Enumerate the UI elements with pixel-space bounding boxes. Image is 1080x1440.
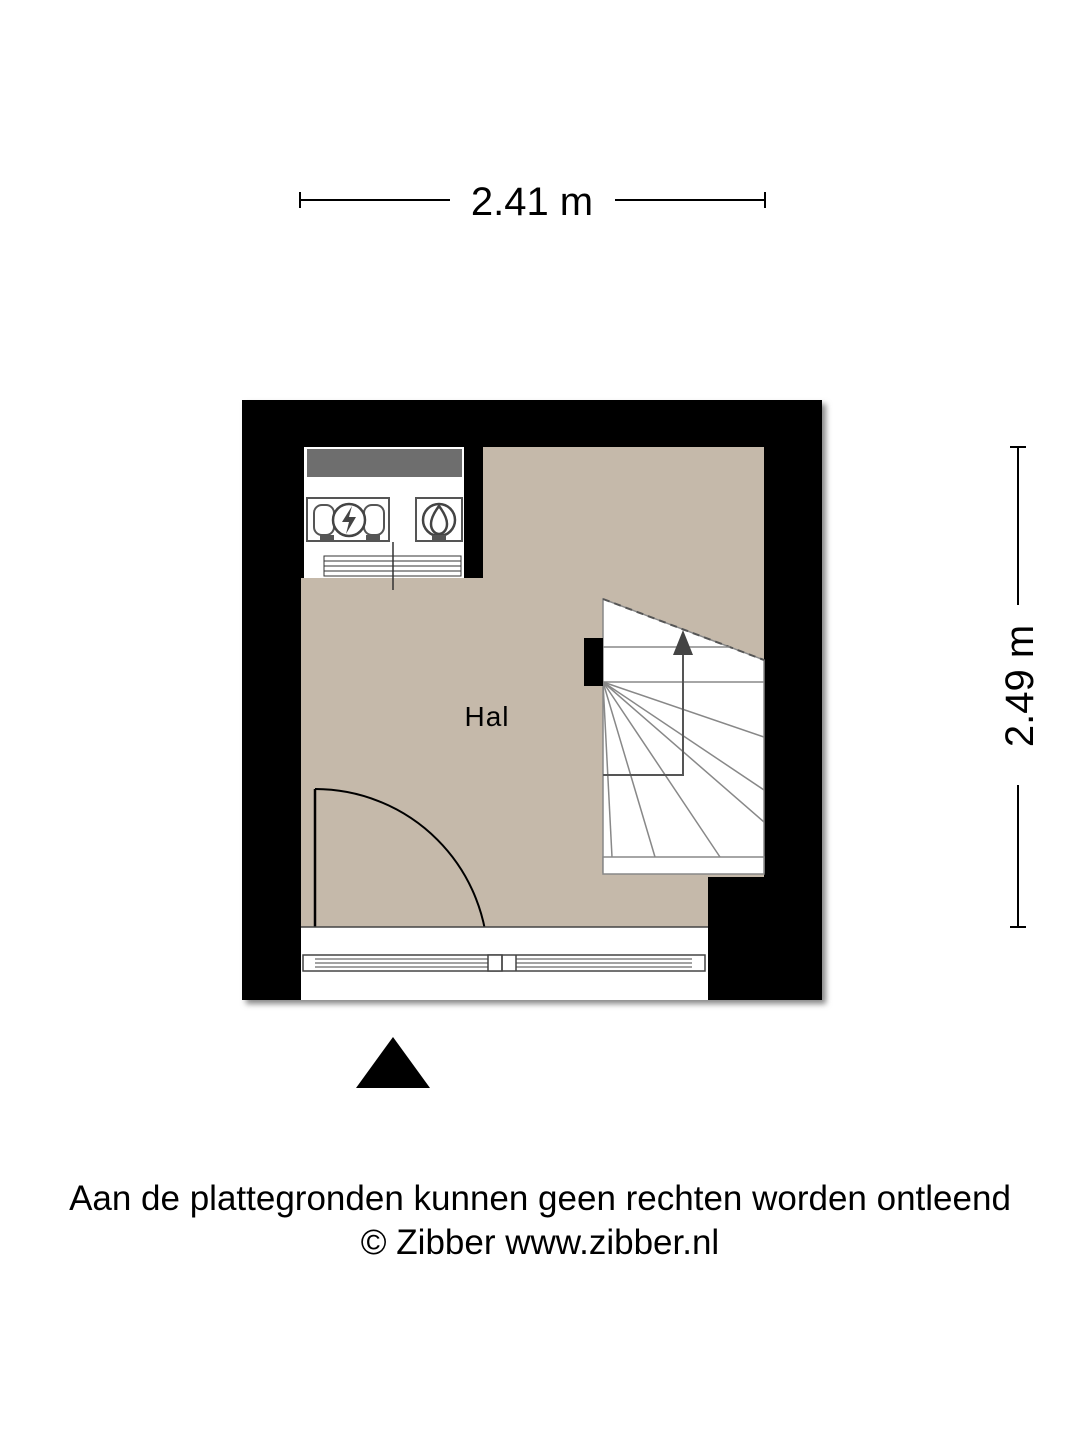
electricity-meter xyxy=(307,498,389,541)
room-label-hal: Hal xyxy=(464,701,510,732)
width-dimension xyxy=(300,180,765,224)
front-facade xyxy=(301,927,708,1000)
width-label: 2.41 m xyxy=(470,180,594,224)
height-label: 2.49 m xyxy=(998,624,1042,748)
cabinet-shelf xyxy=(307,449,462,477)
gas-meter xyxy=(416,498,462,541)
disclaimer-line-1: Aan de plattegronden kunnen geen rechten worden ontleend xyxy=(69,1179,1011,1218)
triangle-up-icon xyxy=(356,1037,430,1088)
height-dimension xyxy=(998,447,1042,927)
disclaimer-line-2: © Zibber www.zibber.nl xyxy=(360,1223,720,1262)
meter-cabinet xyxy=(304,447,464,590)
